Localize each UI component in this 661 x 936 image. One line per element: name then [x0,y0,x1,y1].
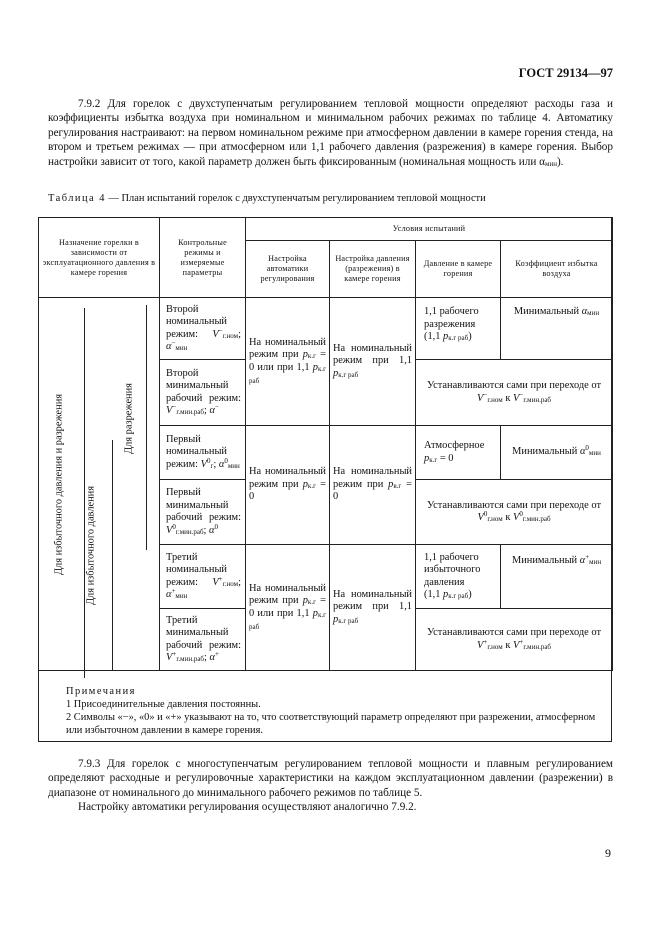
g3-pressure: 1,1 рабочего избыточного давления (1,1 pк.г раб) [416,545,501,609]
header-auto: Настройка автоматики регулирования [246,241,330,298]
g2-pressure-setting: На номинальный режим при pв.г = 0 [330,426,416,545]
header-purpose: Назначение горелки в зависимости от эксплуатационного давления в камере горения [39,218,160,298]
g1-pressure: 1,1 рабочего разрежения (1,1 pк.г раб) [416,298,501,360]
g3-coef: Минимальный α+мин [501,545,613,609]
g1-coef: Минимальный αмин [501,298,613,360]
paragraph-7-9-3-p2: Настройку автоматики регулирования осуществляют аналогично 7.9.2. [78,801,417,814]
g2-mode-b: Первый минимальный рабочий режим: $V^0г.мин.раб$; $\alpha^0$ [160,480,246,545]
g1-self-set: Устанавливаются сами при переходе от V−г.ном к V−г.мин.раб [416,360,613,426]
note-1: 1 Присоединительные давления постоянны. [66,699,261,710]
g3-mode-b: Третий минимальный рабочий режим: V+г.мин.раб; α+ [160,609,246,671]
paragraph-7-9-2: 7.9.2 Для горелок с двухступенчатым регулированием тепловой мощности определяют расходы газа и коэффициенты избытка воздуха при номинальном и минимальном рабочих режимах по таблице 4. Автоматику регулирования настраивают: на первом номинальном режиме при атмосферном давлении в камере горения стенда, на втором и третьем режимах — при атмосферном или 1,1 рабочего давления (разрежения) в камере горения. Выбор настройки зависит от того, какой параметр должен быть фиксированным (номинальная мощность или αмин). [48,98,613,168]
g1-pressure-setting: На номинальный режим при 1,1 pк.г раб [330,298,416,426]
g3-self-set: Устанавливаются сами при переходе от V+г.ном к V+г.мин.раб [416,609,613,671]
paragraph-7-9-3-p1: 7.9.3 Для горелок с многоступенчатым регулированием тепловой мощности и плавным регулированием определяют расходные и регулировочные характеристики на каждом эксплуатационном давлении (разрежении) в диапазоне от номинального до минимального рабочего режимов по таблице 5. [48,758,613,799]
paragraph-7-9-2-text: 7.9.2 Для горелок с двухступенчатым регулированием тепловой мощности определяют расходы газа и коэффициенты избытка воздуха при номинальном и минимальном рабочих режимах по таблице 4. Автоматику регулирования настраивают: на первом номинальном режиме при атмосферном давлении в камере горения стенда, на втором и третьем режимах — при атмосферном или 1,1 рабочего давления (разрежения) в камере горения. Выбор настройки зависит от того, какой параметр должен быть фиксированным (номинальная мощность или α [48,98,613,168]
g3-mode-a: Третий номинальный режим: V+г.ном; α+мин [160,545,246,609]
g2-self-set: Устанавливаются сами при переходе от $V^0г.ном$ к $V^0г.мин.раб$ [416,480,613,545]
g2-coef: Минимальный $\alpha^0мин$ [501,426,613,480]
header-conditions: Условия испытаний [246,218,613,241]
header-coef: Коэффициент избытка воздуха [501,241,613,298]
g1-mode-b: Второй минимальный рабочий режим: V−г.мин.раб; α− [160,360,246,426]
g1-auto: На номинальный режим при pк.г = 0 или при 1,1 pк.г раб [246,298,330,426]
label-excess: Для избыточного давления [85,485,97,606]
header-pressure: Давление в камере горения [416,241,501,298]
bracket-line-3 [146,305,147,550]
g2-pressure: Атмосферное pк.г = 0 [416,426,501,480]
table-caption: Таблица 4 — План испытаний горелок с двухступенчатым регулированием тепловой мощности [48,193,486,204]
g2-mode-a: Первый номинальный режим: $V^0г$; $\alpha^0мин$ [160,426,246,480]
g1-mode-a: Второй номинальный режим: V−г.ном; α−мин [160,298,246,360]
label-vacuum: Для разрежения [123,383,135,454]
bracket-line-2 [112,440,113,670]
label-excess-and-vacuum: Для избыточного давления и разрежения [53,393,65,576]
header-pressure-setting: Настройка давления (разрежения) в камере горения [330,241,416,298]
table-notes [66,685,606,737]
paragraph-7-9-3 [48,757,613,815]
note-2: 2 Символы «−», «0» и «+» указывают на то, что соответствующий параметр определяют при разрежении, атмосферном или избыточном давлении в камере горения. [66,712,596,736]
g2-auto: На номинальный режим при pк.г = 0 [246,426,330,545]
document-id: ГОСТ 29134—97 [518,66,613,80]
notes-title: Примечания [66,686,136,697]
page-number: 9 [605,846,611,860]
g3-auto: На номинальный режим при pк.г = 0 или при 1,1 pк.г раб [246,545,330,671]
g3-pressure-setting: На номинальный режим при 1,1 pк.г раб [330,545,416,671]
header-modes: Контрольные режимы и измеряемые параметры [160,218,246,298]
